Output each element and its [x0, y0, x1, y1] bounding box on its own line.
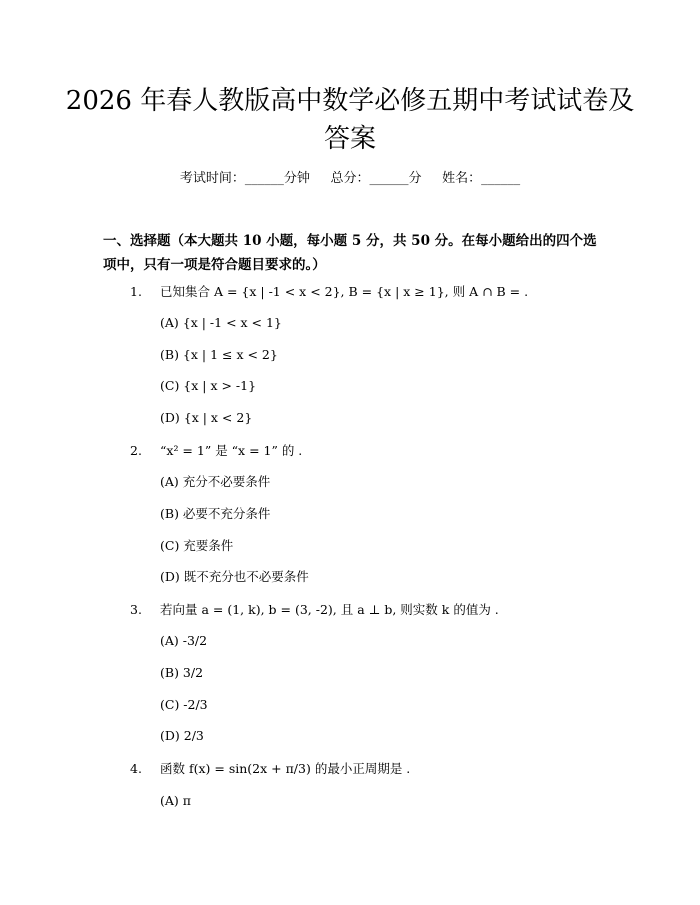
question-number: 4.	[130, 761, 142, 776]
question-text: “x² = 1” 是 “x = 1” 的 .	[160, 443, 303, 458]
question-number: 1.	[130, 284, 142, 299]
answer-option: (C) 充要条件	[160, 538, 234, 553]
answer-option: (B) {x | 1 ≤ x < 2}	[160, 347, 278, 362]
answer-option: (D) 既不充分也不必要条件	[160, 569, 309, 584]
question-text: 函数 f(x) = sin(2x + π/3) 的最小正周期是 .	[160, 761, 411, 776]
answer-option: (B) 必要不充分条件	[160, 506, 271, 521]
question-text: 若向量 a = (1, k), b = (3, -2), 且 a ⊥ b, 则实数 k 的值为 .	[160, 602, 499, 617]
answer-option: (A) π	[160, 793, 191, 808]
answer-option: (A) {x | -1 < x < 1}	[160, 315, 282, 330]
page-title: 2026 年春人教版高中数学必修五期中考试试卷及答案	[65, 86, 635, 154]
question-number: 3.	[130, 602, 142, 617]
answer-option: (A) 充分不必要条件	[160, 474, 271, 489]
answer-option: (C) -2/3	[160, 697, 208, 712]
answer-option: (D) {x | x < 2}	[160, 410, 253, 425]
exam-meta-line: 考试时间：______分钟 总分：______分 姓名：______	[179, 171, 521, 186]
answer-option: (D) 2/3	[160, 728, 204, 743]
question-number: 2.	[130, 443, 142, 458]
answer-option: (A) -3/2	[160, 633, 208, 648]
section-heading: 一、选择题（本大题共 10 小题，每小题 5 分，共 50 分。在每小题给出的四个选项中，只有一项是符合题目要求的。）	[103, 233, 597, 273]
answer-option: (B) 3/2	[160, 665, 204, 680]
question-text: 已知集合 A = {x | -1 < x < 2}, B = {x | x ≥ 1}, 则 A ∩ B = .	[160, 284, 529, 299]
answer-option: (C) {x | x > -1}	[160, 378, 257, 393]
